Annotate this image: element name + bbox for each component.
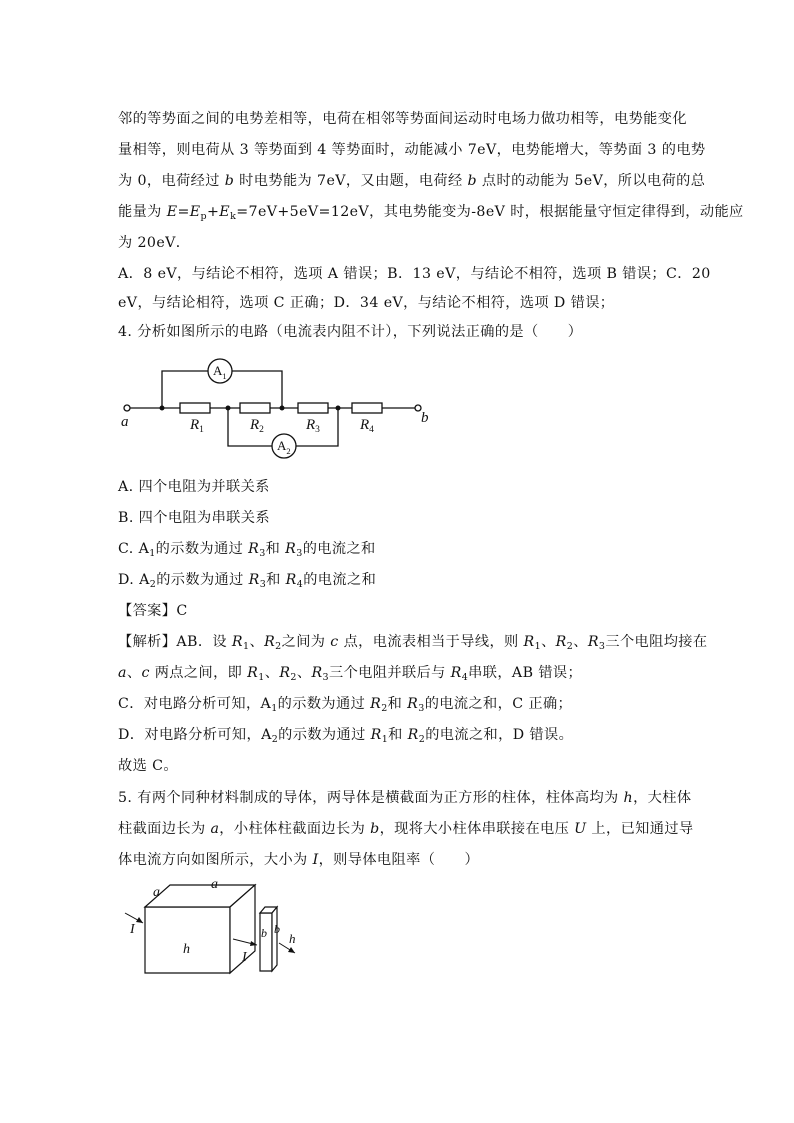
big-block-front [145, 907, 230, 973]
circuit-diagram [110, 350, 440, 465]
current-i-label: I [242, 950, 247, 965]
answer-line: 【答案】C [118, 603, 188, 619]
text-line: 量相等，则电荷从 3 等势面到 4 等势面时，动能减小 7eV，电势能增大，等势面 3 的电势 [118, 142, 706, 158]
analysis-line: 【解析】AB．设 $R_1$、$R_2$之间为 c 点，电流表相当于导线，则 $R_1$、$R_2$、$R_3$三个电阻均接在 [118, 634, 708, 652]
analysis-line: D．对电路分析可知，$A_2$的示数为通过 $R_1$和 $R_2$的电流之和，D 错误。 [118, 727, 574, 745]
small-block-side [272, 907, 277, 971]
big-edge-a-label: a [211, 877, 218, 892]
question-5-stem: 柱截面边长为 a，小柱体柱截面边长为 b，现将大小柱体串联接在电压 U 上，已知通过导 [118, 821, 694, 837]
big-height-h-label: h [183, 942, 190, 957]
question-4-stem: 4. 分析如图所示的电路（电流表内阻不计），下列说法正确的是（ ） [118, 324, 583, 340]
small-edge-b-label: b [261, 926, 267, 940]
conclusion-line: 故选 C。 [118, 758, 178, 774]
analysis-line: a、c 两点之间，即 $R_1$、$R_2$、$R_3$三个电阻并联后与 $R_4$串联，AB 错误； [118, 665, 583, 683]
r2-label: $R_2$ [250, 417, 264, 435]
terminal-a-icon [124, 405, 130, 411]
a2-label: $A_2$ [277, 438, 291, 456]
junction-dot [280, 406, 285, 411]
question-5-stem: 5. 有两个同种材料制成的导体，两导体是横截面为正方形的柱体，柱体高均为 h，大柱体 [118, 790, 692, 806]
analysis-line: C．对电路分析可知，$A_1$的示数为通过 $R_2$和 $R_3$的电流之和，C 正确； [118, 696, 573, 714]
option-c: C. $A_1$的示数为通过 $R_3$和 $R_3$的电流之和 [118, 541, 376, 559]
r1-label: $R_1$ [190, 417, 204, 435]
text-line: 邻的等势面之间的电势差相等，电荷在相邻等势面间运动时电场力做功相等，电势能变化 [118, 111, 687, 127]
r4-label: $R_4$ [360, 417, 374, 435]
terminal-a-label: a [121, 414, 129, 430]
big-edge-a-label: a [153, 885, 160, 900]
resistor-r1 [180, 403, 210, 413]
option-d: D. $A_2$的示数为通过 $R_3$和 $R_4$的电流之和 [118, 572, 377, 590]
text-line: 能量为 $E=E_p+E_k=7eV+5eV=12eV$，其电势能变为-8eV 时，根据能量守恒定律得到，动能应 [118, 204, 744, 222]
resistor-r2 [240, 403, 270, 413]
resistor-r3 [298, 403, 328, 413]
r3-label: $R_3$ [306, 417, 320, 435]
question-5-stem: 体电流方向如图所示，大小为 I，则导体电阻率（ ） [118, 852, 480, 868]
text-line: eV，与结论相符，选项 C 正确；D．34 eV，与结论不相符，选项 D 错误； [118, 295, 615, 311]
resistor-r4 [352, 403, 382, 413]
junction-dot [336, 406, 341, 411]
a1-label: $A_1$ [213, 363, 227, 381]
option-a: A. 四个电阻为并联关系 [118, 479, 270, 495]
text-line: 为 0，电荷经过 b 时电势能为 7eV，又由题，电荷经 b 点时的动能为 5eV，所以电荷的总 [118, 173, 706, 189]
conductor-blocks-figure [115, 875, 315, 980]
junction-dot [160, 406, 165, 411]
text-line: 为 20eV． [118, 235, 191, 251]
arrow-head-icon [288, 947, 295, 953]
current-i-label: I [130, 922, 135, 937]
small-height-h-label: h [289, 931, 296, 946]
terminal-b-label: b [421, 410, 429, 426]
option-b: B. 四个电阻为串联关系 [118, 510, 270, 526]
junction-dot [226, 406, 231, 411]
small-edge-b-label: b [274, 922, 280, 936]
text-line: A．8 eV，与结论不相符，选项 A 错误；B．13 eV，与结论不相符，选项 B 错误；C．20 [118, 266, 711, 282]
small-block-front [260, 913, 272, 971]
